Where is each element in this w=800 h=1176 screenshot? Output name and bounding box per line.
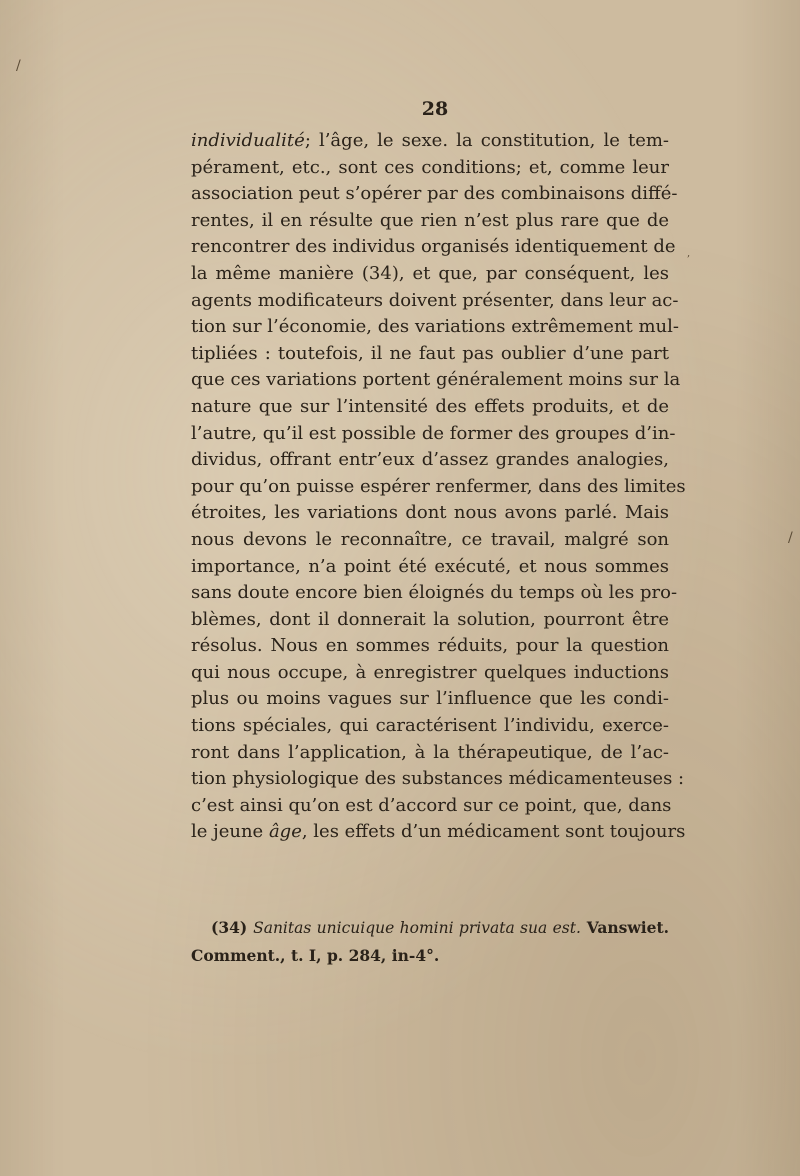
text-line: la même manière (34), et que, par conséquent, les bbox=[191, 262, 669, 284]
text-line-last bbox=[191, 819, 686, 846]
text-line: pour qu’on puisse espérer renfermer, dans des limites bbox=[191, 475, 686, 497]
text-line: pérament, etc., sont ces conditions; et, comme leur bbox=[191, 156, 669, 178]
text-line: nature que sur l’intensité des effets produits, et de bbox=[191, 395, 669, 417]
page-number: 28 bbox=[421, 98, 449, 120]
body-text bbox=[191, 128, 686, 846]
text-line: association peut s’opérer par des combinaisons diffé- bbox=[191, 183, 678, 205]
text-line: tion physiologique des substances médicamenteuses : bbox=[191, 768, 685, 790]
footnote-line-1 bbox=[191, 914, 669, 942]
text-line: blèmes, dont il donnerait la solution, pourront être bbox=[191, 608, 669, 630]
margin-mark: , bbox=[687, 248, 691, 259]
margin-mark: / bbox=[788, 530, 793, 546]
text-line: plus ou moins vagues sur l’influence que les condi- bbox=[191, 688, 669, 710]
text-line: agents modificateurs doivent présenter, dans leur ac- bbox=[191, 289, 679, 311]
text-line: rentes, il en résulte que rien n’est plus rare que de bbox=[191, 209, 669, 231]
italic-word: individualité bbox=[191, 130, 305, 151]
text-line: dividus, offrant entr’eux d’assez grandes analogies, bbox=[191, 449, 669, 471]
text-line: tions spéciales, qui caractérisent l’individu, exerce- bbox=[191, 715, 669, 737]
text-line: étroites, les variations dont nous avons parlé. Mais bbox=[191, 502, 669, 524]
italic-word: âge bbox=[268, 821, 302, 843]
text-line: c’est ainsi qu’on est d’accord sur ce point, que, dans bbox=[191, 794, 672, 816]
text-fragment: ; l’âge, le sexe. la constitution, le tem- bbox=[304, 130, 669, 151]
footnote-author: Vanswiet. bbox=[586, 918, 670, 937]
text-line-1 bbox=[191, 128, 669, 155]
text-line: importance, n’a point été exécuté, et nous sommes bbox=[191, 555, 669, 577]
footnote-quote: Sanitas unicuique homini privata sua est. bbox=[253, 919, 581, 937]
text-line: résolus. Nous en sommes réduits, pour la question bbox=[191, 635, 669, 657]
text-line: tipliées : toutefois, il ne faut pas oublier d’une part bbox=[191, 342, 669, 364]
footnote bbox=[191, 914, 669, 970]
text-line: qui nous occupe, à enregistrer quelques inductions bbox=[191, 661, 669, 683]
text-line: l’autre, qu’il est possible de former des groupes d’in- bbox=[191, 422, 676, 444]
text-line: ront dans l’application, à la thérapeutique, de l’ac- bbox=[191, 741, 669, 763]
text-line: nous devons le reconnaître, ce travail, malgré son bbox=[191, 528, 669, 550]
text-fragment: , les effets d’un médicament sont toujours bbox=[301, 821, 686, 843]
footnote-line-2: Comment., t. I, p. 284, in-4°. bbox=[191, 946, 440, 965]
footnote-marker: (34) bbox=[211, 918, 248, 937]
text-line: tion sur l’économie, des variations extrêmement mul- bbox=[191, 316, 679, 338]
text-fragment: le jeune bbox=[191, 821, 269, 843]
text-line: rencontrer des individus organisés identiquement de bbox=[191, 236, 676, 258]
text-line: que ces variations portent généralement moins sur la bbox=[191, 369, 681, 391]
text-line: sans doute encore bien éloignés du temps où les pro- bbox=[191, 582, 678, 604]
margin-mark: / bbox=[16, 58, 21, 74]
